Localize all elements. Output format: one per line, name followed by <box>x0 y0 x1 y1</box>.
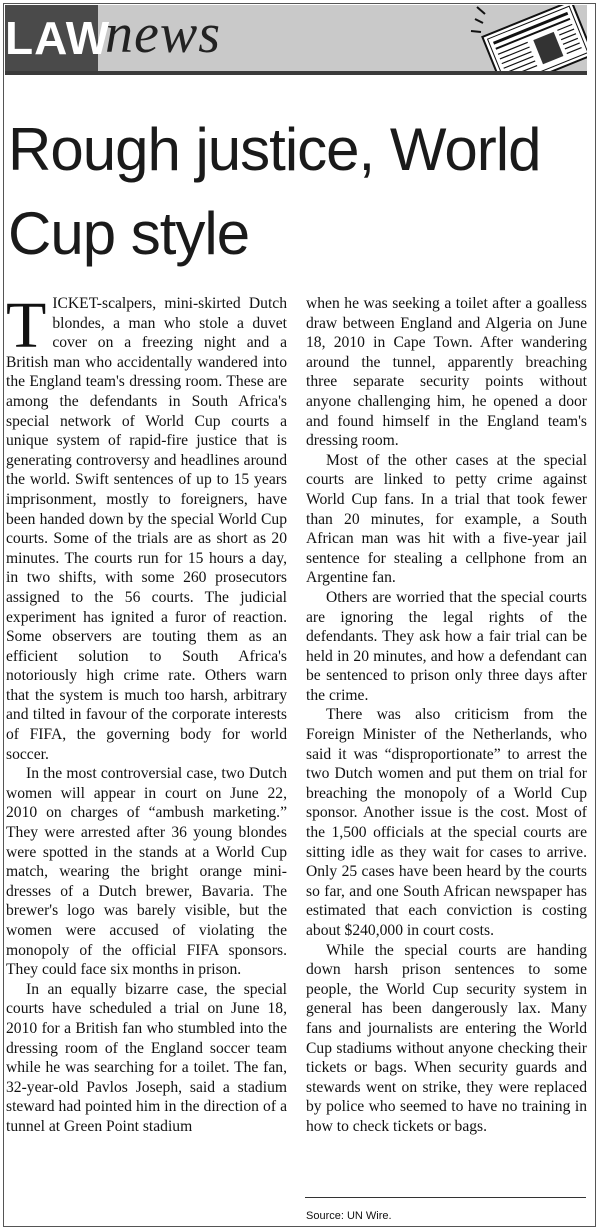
masthead <box>5 5 587 71</box>
law-label: LAW <box>5 5 98 71</box>
paragraph: In an equally bizarre case, the special courts have scheduled a trial on June 18, 2010 for a British fan who stumbled into the dressing room of the England soccer team while he was searching for a toilet. The fan, 32-year-old Pavlos Joseph, said a stadium steward had pointed him in the direction of a tunnel at Green Point stadium <box>6 980 287 1135</box>
headline: Rough justice, World Cup style <box>8 116 541 267</box>
source-credit: Source: UN Wire. <box>306 1210 392 1222</box>
paragraph: In the most controversial case, two Dutch women will appear in court on June 22, 2010 on charges of “ambush marketing.” They were arrested after 36 young blondes were spotted in the stands at a World Cup match, wearing the bright orange mini-dresses of a Dutch brewer, Bavaria. The brewer's logo was barely visible, but the women were accused of violating the monopoly of the official FIFA sponsors. They could face six months in prison. <box>6 765 287 979</box>
news-label: news <box>105 5 221 65</box>
masthead-rule <box>5 71 587 75</box>
paragraph <box>6 289 287 764</box>
paragraph: when he was seeking a toilet after a goalless draw between England and Algeria on June 18, 2010 in Cape Town. After wandering around the tunnel, apparently breaching three separate security points without anyone challenging him, he opened a door and found himself in the England team's dressing room. <box>306 295 587 450</box>
paragraph-text: ICKET-scalpers, mini-skirted Dutch blondes, a man who stole a duvet cover on a freezing night and a British man who accidentally wandered into the England team's dressing room. These are among the defendants in South Africa's special network of World Cup courts a unique system of rapid-fire justice that is generating controversy and headlines around the world. Swift sentences of up to 15 years imprisonment, mostly to foreigners, have been handed down by the special World Cup courts. Some of the trials are as short as 20 minutes. The courts run for 15 hours a day, in two shifts, with some 260 prosecutors assigned to the 56 courts. The judicial experiment has ignited a furor of reaction. Some observers are touting them as an efficient solution to South Africa's notoriously high crime rate. Others warn that the system is much too harsh, arbitrary and tilted in favour of the corporate interests of FIFA, the governing body for world soccer. <box>6 295 287 763</box>
article-column-1 <box>6 289 287 1137</box>
paragraph: While the special courts are handing down harsh prison sentences to some people, the World Cup security system in general has been dangerously lax. Many fans and journalists are entering the World Cup stadiums without anyone checking their tickets or bags. When security guards and stewards went on strike, they were replaced by police who seemed to have no training in how to check tickets or bags. <box>306 941 587 1135</box>
newspaper-icon <box>467 5 587 71</box>
paragraph: There was also criticism from the Foreign Minister of the Netherlands, who said it was “disproportionate” to arrest the two Dutch women and put them on trial for breaching the monopoly of a World Cup sponsor. Another issue is the cost. Most of the 1,500 officials at the special courts are sitting idle as they wait for cases to arrive. Only 25 cases have been heard by the courts so far, and one South African newspaper has estimated that each conviction is costing about $240,000 in court costs. <box>306 706 587 939</box>
drop-cap: T <box>6 289 47 362</box>
source-divider <box>305 1197 586 1198</box>
paragraph: Others are worried that the special courts are ignoring the legal rights of the defendants. They ask how a fair trial can be held in 20 minutes, and how a defendant can be sentenced to prison only three days after the crime. <box>306 588 587 704</box>
paragraph: Most of the other cases at the special courts are linked to petty crime against World Cup fans. In a trial that took fewer than 20 minutes, for example, a South African man was hit with a five-year jail sentence for stealing a cellphone from an Argentine fan. <box>306 451 587 587</box>
article-column-2 <box>306 294 587 1137</box>
